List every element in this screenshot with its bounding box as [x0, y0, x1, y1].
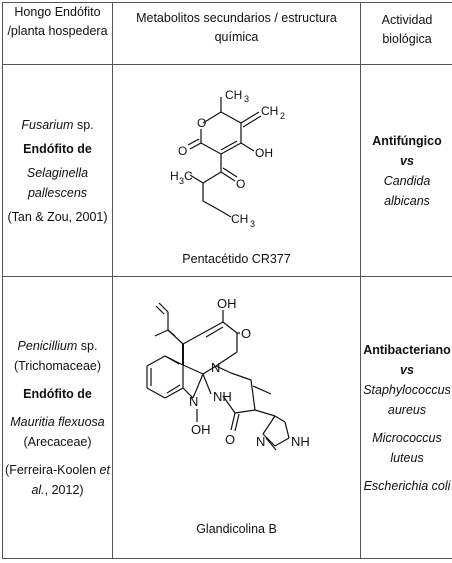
fungus-cell [3, 65, 113, 277]
reference: (Tan & Zou, 2001) [7, 209, 108, 224]
label-ch3-bottom: CH [231, 211, 249, 226]
vs-label: vs [400, 362, 414, 377]
label-oh: OH [255, 145, 273, 160]
label-h3c-sub: 3 [179, 175, 185, 186]
label-oh2: OH [191, 422, 211, 437]
compound-name: Glandicolina B [196, 522, 277, 536]
header-activity: Actividad biológica [361, 3, 452, 65]
target1-line1: Staphylococcus [363, 382, 451, 397]
label-ch2-sub: 2 [280, 110, 286, 121]
pentaketide-structure [113, 75, 360, 245]
host-line1: Selaginella [26, 165, 89, 180]
header-row [3, 3, 452, 65]
label-o-ring: O [197, 115, 207, 130]
data-table [2, 2, 452, 559]
endophyte-label: Endófito de [23, 141, 92, 156]
header-fungus: Hongo Endófito /planta hospedera [3, 3, 113, 65]
label-nh1: NH [213, 389, 232, 404]
glandicolin-structure [113, 298, 360, 513]
target-line1: Candida [383, 173, 431, 188]
label-o2: O [225, 432, 236, 447]
reference-al: al. [31, 482, 45, 497]
label-ch3-top-sub: 3 [244, 93, 250, 104]
label-n2: N [189, 394, 199, 409]
family-2: (Arecaceae) [23, 434, 92, 449]
activity-cell [361, 277, 452, 559]
activity-label: Antifúngico [372, 133, 442, 148]
label-oh: OH [217, 298, 237, 311]
fungus-suffix: sp. [80, 338, 98, 353]
activity-cell [361, 65, 452, 277]
host: Mauritia flexuosa [10, 414, 105, 429]
label-n1: N [211, 360, 221, 375]
label-h3c-h: H [170, 168, 179, 183]
label-h3c-c: C [184, 168, 193, 183]
reference-a: (Ferreira-Koolen [5, 462, 97, 477]
fungus-genus: Fusarium [21, 117, 74, 132]
reference-et: et [99, 462, 110, 477]
label-nh2: NH [291, 434, 310, 449]
table-row [3, 65, 452, 277]
target-line2: albicans [384, 193, 430, 208]
fungus-cell [3, 277, 113, 559]
host-line2: pallescens [27, 185, 88, 200]
fungus-genus: Penicillium [17, 338, 78, 353]
label-ch3-top: CH [225, 87, 243, 102]
vs-label: vs [400, 153, 414, 168]
label-o-carbonyl: O [178, 143, 188, 158]
structure-cell [113, 277, 361, 559]
target1-line2: aureus [387, 402, 427, 417]
table-row [3, 277, 452, 559]
endophyte-label: Endófito de [23, 386, 92, 401]
family-1: (Trichomaceae) [13, 358, 102, 373]
target2-line1: Micrococcus [372, 430, 442, 445]
label-o1: O [241, 326, 252, 341]
structure-cell [113, 65, 361, 277]
target3: Escherichia coli [363, 478, 451, 493]
label-o-ketone: O [236, 176, 246, 191]
compound-name: Pentacétido CR377 [182, 251, 291, 266]
fungus-suffix: sp. [76, 117, 94, 132]
label-ch3-bottom-sub: 3 [250, 218, 256, 229]
label-n3: N [256, 434, 266, 449]
target2-line2: luteus [390, 450, 424, 465]
activity-label: Antibacteriano [363, 342, 451, 357]
label-ch2: CH [261, 103, 279, 118]
reference-year: , 2012) [44, 482, 84, 497]
header-metabolites: Metabolitos secundarios / estructura química [113, 3, 361, 65]
